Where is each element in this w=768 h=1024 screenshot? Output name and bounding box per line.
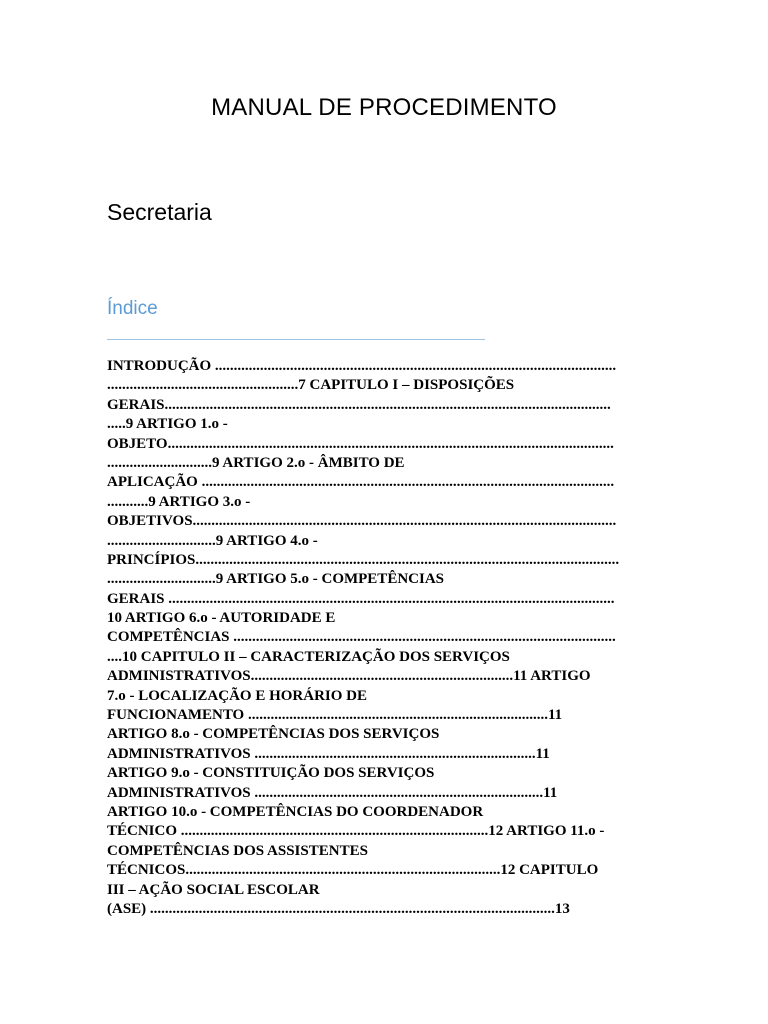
toc-line: III – AÇÃO SOCIAL ESCOLAR bbox=[107, 881, 320, 898]
toc-line: 7.o - LOCALIZAÇÃO E HORÁRIO DE bbox=[107, 687, 368, 704]
toc-line: ADMINISTRATIVOS .............................................................................11 bbox=[107, 784, 558, 801]
toc-line: TÉCNICOS....................................................................................12 CAPITULO bbox=[107, 862, 599, 879]
toc-line: GERAIS ....................................................................................................................... bbox=[107, 590, 615, 607]
toc-line: .............................9 ARTIGO 4.o - bbox=[107, 532, 318, 549]
toc-line: TÉCNICO ..................................................................................12 ARTIGO 11.o - bbox=[107, 823, 605, 840]
toc-line: INTRODUÇÃO ........................................................................................................... bbox=[107, 358, 617, 374]
toc-line: ADMINISTRATIVOS ...........................................................................11 bbox=[107, 745, 550, 762]
index-divider bbox=[107, 339, 485, 340]
toc-line: ADMINISTRATIVOS......................................................................11 ARTIGO bbox=[107, 668, 591, 685]
toc-line: OBJETO....................................................................................................................... bbox=[107, 435, 614, 452]
toc-line: PRINCÍPIOS................................................................................................................. bbox=[107, 551, 620, 568]
toc-line: OBJETIVOS................................................................................................................. bbox=[107, 513, 617, 530]
toc-line: ARTIGO 9.o - CONSTITUIÇÃO DOS SERVIÇOS bbox=[107, 765, 435, 782]
toc-line: ARTIGO 8.o - COMPETÊNCIAS DOS SERVIÇOS bbox=[107, 726, 440, 743]
toc-line: COMPETÊNCIAS DOS ASSISTENTES bbox=[107, 842, 368, 859]
toc-line: (ASE) ............................................................................................................13 bbox=[107, 900, 570, 917]
toc-line: COMPETÊNCIAS ...................................................................................................... bbox=[107, 629, 616, 646]
toc-line: ............................9 ARTIGO 2.o - ÂMBITO DE bbox=[107, 454, 405, 471]
toc-line: .............................9 ARTIGO 5.o - COMPETÊNCIAS bbox=[107, 571, 444, 588]
section-heading: Secretaria bbox=[107, 199, 212, 225]
toc-line: .....9 ARTIGO 1.o - bbox=[107, 416, 228, 433]
toc-line: FUNCIONAMENTO ................................................................................11 bbox=[107, 707, 563, 724]
toc-line: GERAIS....................................................................................................................... bbox=[107, 396, 611, 413]
toc-line: 10 ARTIGO 6.o - AUTORIDADE E bbox=[107, 610, 336, 627]
toc-line: ....10 CAPITULO II – CARACTERIZAÇÃO DOS SERVIÇOS bbox=[107, 648, 510, 665]
toc-line: APLICAÇÃO .............................................................................................................. bbox=[107, 474, 615, 491]
index-heading: Índice bbox=[107, 298, 158, 319]
toc-line: ARTIGO 10.o - COMPETÊNCIAS DO COORDENADOR bbox=[107, 803, 484, 820]
document-title: MANUAL DE PROCEDIMENTO bbox=[211, 94, 557, 121]
toc-line: ...........9 ARTIGO 3.o - bbox=[107, 493, 251, 510]
toc-line: ...................................................7 CAPITULO I – DISPOSIÇÕES bbox=[107, 377, 515, 394]
table-of-contents bbox=[107, 357, 667, 919]
